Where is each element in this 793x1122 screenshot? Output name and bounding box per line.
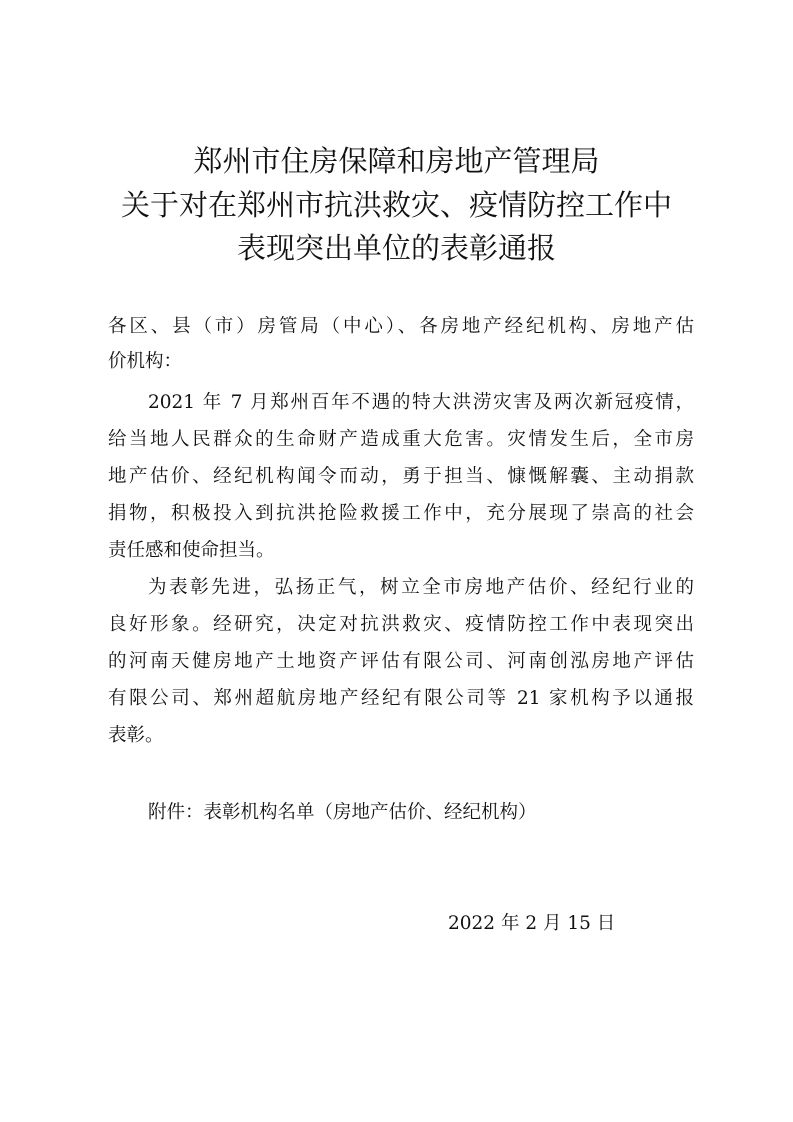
paragraph-1-line-3: 地产估价、经纪机构闻令而动，勇于担当、慷慨解囊、主动捐款: [108, 466, 694, 487]
paragraph-2-line-3: 的河南天健房地产土地资产评估有限公司、河南创泓房地产评估: [108, 651, 694, 672]
document-date: 2022 年 2 月 15 日: [448, 913, 616, 934]
paragraph-1-line-5: 责任感和使命担当。: [108, 540, 275, 561]
title-line-1: 郑州市住房保障和房地产管理局: [193, 144, 600, 178]
paragraph-2-line-4: 有限公司、郑州超航房地产经纪有限公司等 21 家机构予以通报: [108, 688, 694, 709]
paragraph-1-line-2: 给当地人民群众的生命财产造成重大危害。灾情发生后，全市房: [108, 429, 694, 450]
title-line-3: 表现突出单位的表彰通报: [236, 231, 556, 265]
title-line-2: 关于对在郑州市抗洪救灾、疫情防控工作中: [120, 188, 672, 222]
attachment-note: 附件：表彰机构名单（房地产估价、经纪机构）: [148, 802, 537, 823]
paragraph-2-line-2: 良好形象。经研究，决定对抗洪救灾、疫情防控工作中表现突出: [108, 614, 694, 635]
salutation-line-2: 价机构：: [108, 351, 183, 372]
paragraph-1-line-4: 捐物，积极投入到抗洪抢险救援工作中，充分展现了崇高的社会: [108, 503, 694, 524]
paragraph-1-line-1: 2021 年 7 月郑州百年不遇的特大洪涝灾害及两次新冠疫情，: [148, 392, 694, 413]
salutation-line-1: 各区、县（市）房管局（中心）、各房地产经纪机构、房地产估: [108, 316, 694, 337]
paragraph-2-line-1: 为表彰先进，弘扬正气，树立全市房地产估价、经纪行业的: [148, 577, 694, 598]
paragraph-2-line-5: 表彰。: [108, 725, 164, 746]
